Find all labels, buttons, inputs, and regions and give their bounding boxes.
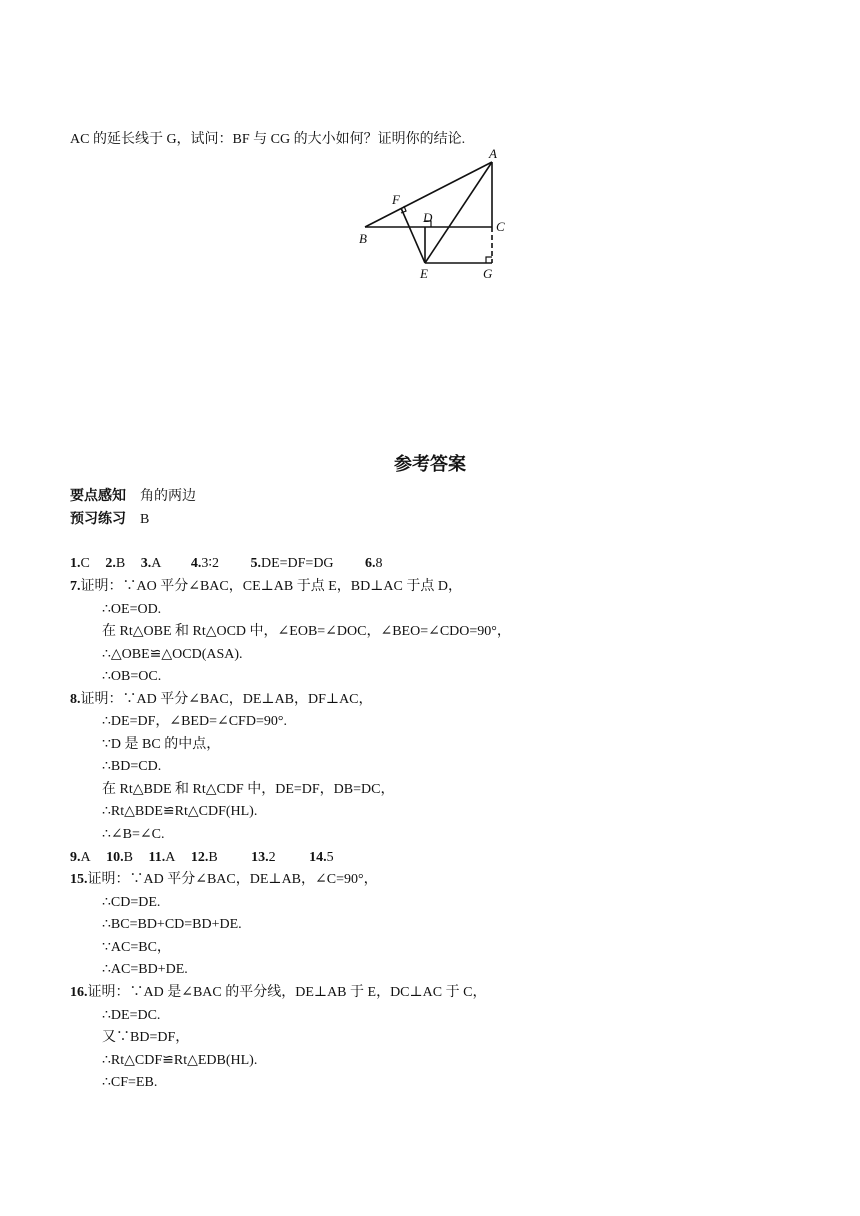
q8-line-2: ∴DE=DF，∠BED=∠CFD=90°. [102, 714, 287, 729]
label-a: A [489, 146, 497, 161]
q15-line-2: ∴CD=DE. [102, 895, 161, 910]
q7-line-5: ∴OB=OC. [102, 669, 162, 684]
q8-line-7: ∴∠B=∠C. [102, 827, 165, 842]
q7-line-2: ∴OE=OD. [102, 602, 162, 617]
label-d: D [423, 210, 433, 225]
label-b: B [359, 231, 367, 246]
q8-line-1: 8.证明：∵AD 平分∠BAC，DE⊥AB，DF⊥AC， [70, 692, 373, 707]
preview-label: 预习练习 [70, 511, 126, 527]
geometry-figure [355, 145, 515, 285]
q16-line-4: ∴Rt△CDF≌Rt△EDB(HL). [102, 1053, 258, 1068]
key-points-row [70, 486, 196, 507]
q16-line-1: 16.证明：∵AD 是∠BAC 的平分线，DE⊥AB 于 E，DC⊥AC 于 C， [70, 985, 487, 1000]
q15-line-4: ∵AC=BC， [102, 940, 171, 955]
q15-line-1: 15.证明：∵AD 平分∠BAC，DE⊥AB，∠C=90°， [70, 872, 378, 887]
label-g: G [483, 266, 493, 281]
q8-line-3: ∵D 是 BC 的中点， [102, 737, 221, 752]
segment-fe [401, 208, 425, 263]
q16-line-3: 又∵BD=DF， [102, 1030, 190, 1045]
q8-line-5: 在 Rt△BDE 和 Rt△CDF 中，DE=DF，DB=DC， [102, 782, 395, 797]
q15-line-3: ∴BC=BD+CD=BD+DE. [102, 917, 242, 932]
q7-line-3: 在 Rt△OBE 和 Rt△OCD 中，∠EOB=∠DOC，∠BEO=∠CDO=90°， [102, 624, 511, 639]
label-f: F [392, 192, 400, 207]
label-c: C [496, 219, 505, 234]
key-points-text: 角的两边 [140, 489, 196, 504]
key-points-label: 要点感知 [70, 488, 126, 504]
preview-row [70, 509, 149, 530]
answers-row-9-14: 9.A 10.B 11.A 12.B 13.2 14.5 [70, 850, 334, 865]
q15-line-5: ∴AC=BD+DE. [102, 962, 188, 977]
segment-ae [425, 162, 492, 263]
question-tail-text: AC 的延长线于 G，试问：BF 与 CG 的大小如何？证明你的结论. [70, 132, 466, 147]
q16-line-5: ∴CF=EB. [102, 1075, 158, 1090]
q7-line-4: ∴△OBE≌△OCD(ASA). [102, 647, 243, 662]
right-angle-g [486, 257, 492, 263]
q8-line-6: ∴Rt△BDE≌Rt△CDF(HL). [102, 804, 258, 819]
label-e: E [420, 266, 428, 281]
q8-line-4: ∴BD=CD. [102, 759, 162, 774]
q7-line-1: 7.证明：∵AO 平分∠BAC，CE⊥AB 于点 E，BD⊥AC 于点 D， [70, 579, 462, 594]
preview-text: B [140, 512, 150, 527]
answers-row-1-6: 1.C 2.B 3.A 4.3∶2 5.DE=DF=DG 6.8 [70, 556, 383, 571]
q16-line-2: ∴DE=DC. [102, 1008, 161, 1023]
answers-title: 参考答案 [394, 454, 466, 475]
